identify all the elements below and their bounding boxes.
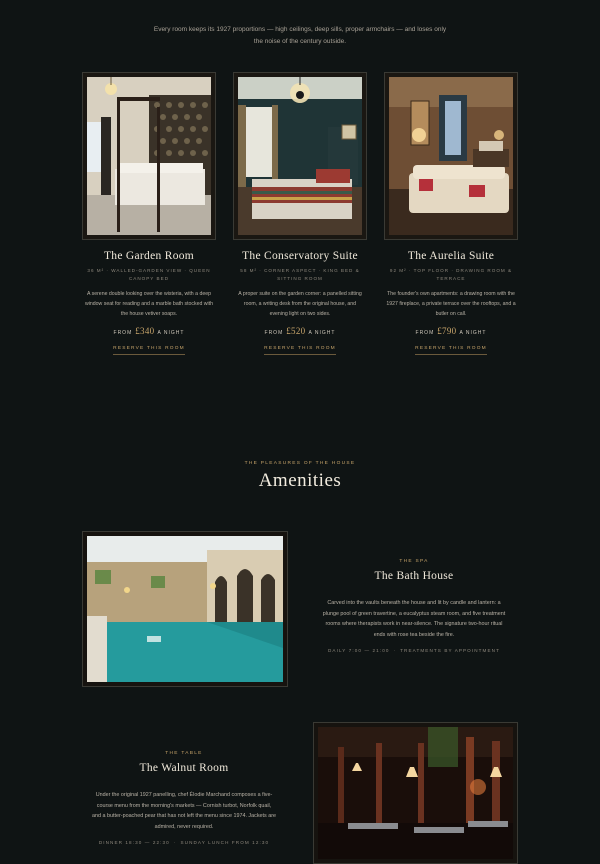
room-title: The Garden Room (103, 250, 195, 262)
amenities-heading (0, 461, 600, 492)
spa-eyebrow: THE SPA (399, 559, 429, 564)
room-meta: 58 M² · CORNER ASPECT · KING BED & SITTING ROOM (240, 268, 360, 281)
spa-title: The Bath House (374, 570, 454, 582)
price-amount: £790 (437, 326, 457, 336)
reserve-room-link[interactable]: RESERVE THIS ROOM (264, 346, 336, 355)
price-prefix: FROM (415, 330, 435, 336)
spa-description: Carved into the vaults beneath the house and lit by candle and lantern: a plunge pool of green travertine, a eucalyptus steam room, and five treatment rooms where therapists work in near-silence. The signature two-hour ritual ends with rose tea beside the fire. (322, 600, 506, 638)
room-description: A serene double looking over the wisteria, with a deep window seat for reading and a marble bath stocked with the house vetiver soaps. (84, 291, 214, 317)
table-text (92, 751, 276, 845)
room-description: The founder's own apartments: a drawing room with the 1927 fireplace, a private terrace over the rooftops, and a butler on call. (386, 291, 516, 317)
price-suffix: A NIGHT (308, 330, 336, 336)
price-amount: £340 (135, 326, 155, 336)
price-amount: £520 (286, 326, 306, 336)
table-hours-lunch: SUNDAY LUNCH FROM 12:30 (180, 840, 270, 846)
room-photo-aurelia[interactable] (384, 72, 518, 240)
walnut-room-photo (313, 722, 518, 864)
room-price (384, 326, 518, 336)
reserve-room-link[interactable]: RESERVE THIS ROOM (113, 346, 185, 355)
room-card-aurelia (384, 72, 518, 355)
room-meta: 92 M² · TOP FLOOR · DRAWING ROOM & TERRACE (389, 268, 513, 281)
spa-hours: DAILY 7:00 — 21:00 · TREATMENTS BY APPOINTMENT (328, 648, 500, 654)
table-hours-dinner: DINNER 18:30 — 22:30 (98, 840, 170, 846)
price-prefix: FROM (113, 330, 133, 336)
table-hours: DINNER 18:30 — 22:30 · SUNDAY LUNCH FROM 12:30 (98, 840, 270, 846)
price-suffix: A NIGHT (157, 330, 185, 336)
room-price (233, 326, 367, 336)
room-photo-conservatory[interactable] (233, 72, 367, 240)
spa-hours-note: TREATMENTS BY APPOINTMENT (400, 648, 500, 654)
table-title: The Walnut Room (139, 762, 229, 774)
room-title: The Aurelia Suite (407, 250, 495, 262)
spa-hours-daily: DAILY 7:00 — 21:00 (328, 648, 390, 654)
price-suffix: A NIGHT (459, 330, 487, 336)
price-prefix: FROM (264, 330, 284, 336)
room-price (82, 326, 216, 336)
intro-text: Every room keeps its 1927 proportions — high ceilings, deep sills, proper armchairs — and loses only the noise of the century outside. (153, 26, 447, 45)
amenities-title: Amenities (258, 470, 342, 491)
reserve-room-link[interactable]: RESERVE THIS ROOM (415, 346, 487, 355)
room-photo-garden[interactable] (82, 72, 216, 240)
room-description: A proper suite on the garden corner: a panelled sitting room, a writing desk from the original house, and evening light on two sides. (238, 291, 362, 317)
amenities-eyebrow: THE PLEASURES OF THE HOUSE (244, 461, 356, 466)
room-meta: 36 M² · WALLED-GARDEN VIEW · QUEEN CANOPY BED (87, 268, 211, 281)
room-title: The Conservatory Suite (242, 250, 358, 262)
spa-text (322, 559, 506, 653)
table-eyebrow: THE TABLE (165, 751, 203, 756)
table-description: Under the original 1927 panelling, chef Élodie Marchand composes a five-course menu from the morning's markets — Cornish turbot, Norfolk quail, and a butter-poached pear that has not left the menu since 1974. Jackets are admired, never required. (92, 792, 277, 830)
room-card-conservatory (233, 72, 367, 355)
room-card-garden (82, 72, 216, 355)
spa-photo (82, 531, 288, 687)
